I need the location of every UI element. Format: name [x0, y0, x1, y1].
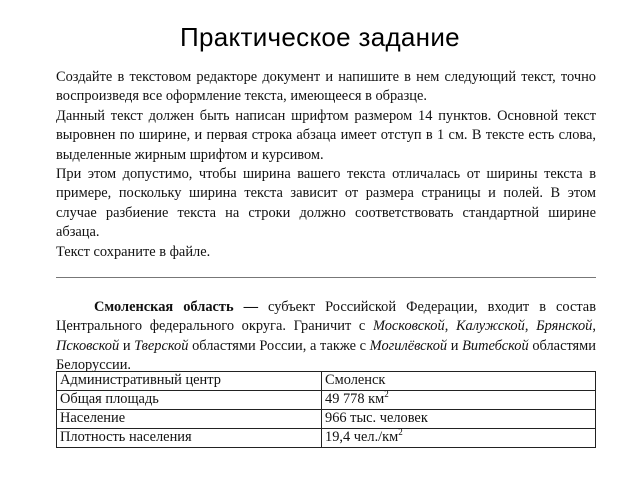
cell-value-text: 966 тыс. человек	[325, 410, 428, 426]
table-cell-value	[322, 410, 596, 429]
table-row	[57, 429, 596, 448]
superscript: 2	[398, 427, 403, 438]
italic-region: Брянской	[536, 318, 593, 335]
separator: ,	[524, 318, 537, 335]
slide-title: Практическое задание	[180, 22, 460, 52]
cell-value-text: 19,4 чел./км	[325, 429, 399, 445]
cell-value-text: 49 778 км	[325, 391, 385, 407]
table-cell-value	[322, 429, 596, 448]
table-cell-key: Общая площадь	[57, 391, 322, 410]
table-cell-key: Население	[57, 410, 322, 429]
divider-line	[56, 277, 596, 278]
italic-region: Могилёвской	[369, 337, 448, 354]
table-cell-key: Плотность населения	[57, 429, 322, 448]
task-paragraph-4: Текст сохраните в файле.	[56, 243, 211, 260]
sample-text	[56, 298, 596, 376]
italic-region: Московской	[372, 318, 445, 335]
separator: и	[447, 337, 463, 354]
cell-value-text: Смоленск	[325, 372, 386, 388]
table-row	[57, 391, 596, 410]
task-paragraph-1: Создайте в текстовом редакторе документ и напишите в нем следующий текст, точно воспроизведя все оформление текста, имеющееся в образце.	[56, 69, 596, 105]
table-cell-value	[322, 372, 596, 391]
separator: ,	[592, 318, 596, 335]
region-info-table	[56, 371, 596, 448]
italic-region: Калужской	[455, 318, 525, 335]
italic-region: Тверской	[134, 337, 189, 354]
separator: и	[119, 337, 135, 354]
task-instructions	[56, 68, 596, 262]
text-run: областями России, а также с	[188, 337, 370, 354]
italic-region: Псковской	[56, 337, 120, 354]
table-row	[57, 410, 596, 429]
task-paragraph-3: При этом допустимо, чтобы ширина вашего текста отличалась от ширины текста в примере, поскольку ширина текста зависит от размера страницы и полей. В этом случае разбиение текста на строки должно соответствовать стандартной ширине абзаца.	[56, 166, 596, 241]
bold-term: Смоленская область	[94, 299, 234, 315]
table-cell-value	[322, 391, 596, 410]
text-run: областями Белоруссии.	[56, 337, 596, 374]
task-paragraph-2: Данный текст должен быть написан шрифтом размером 14 пунктов. Основной текст выровнен по ширине, и первая строка абзаца имеет отступ в 1 см. В тексте есть слова, выделенные жирным шрифтом и курсивом.	[56, 107, 596, 163]
bold-dash: —	[233, 299, 259, 315]
table-row	[57, 372, 596, 391]
italic-region: Витебской	[462, 337, 529, 354]
sample-paragraph	[56, 298, 596, 376]
text-run: субъект Российской Федерации, входит в состав Центрального федерального округа. Граничит с	[56, 299, 596, 335]
superscript: 2	[384, 389, 389, 400]
separator: ,	[444, 318, 456, 335]
table-cell-key: Административный центр	[57, 372, 322, 391]
